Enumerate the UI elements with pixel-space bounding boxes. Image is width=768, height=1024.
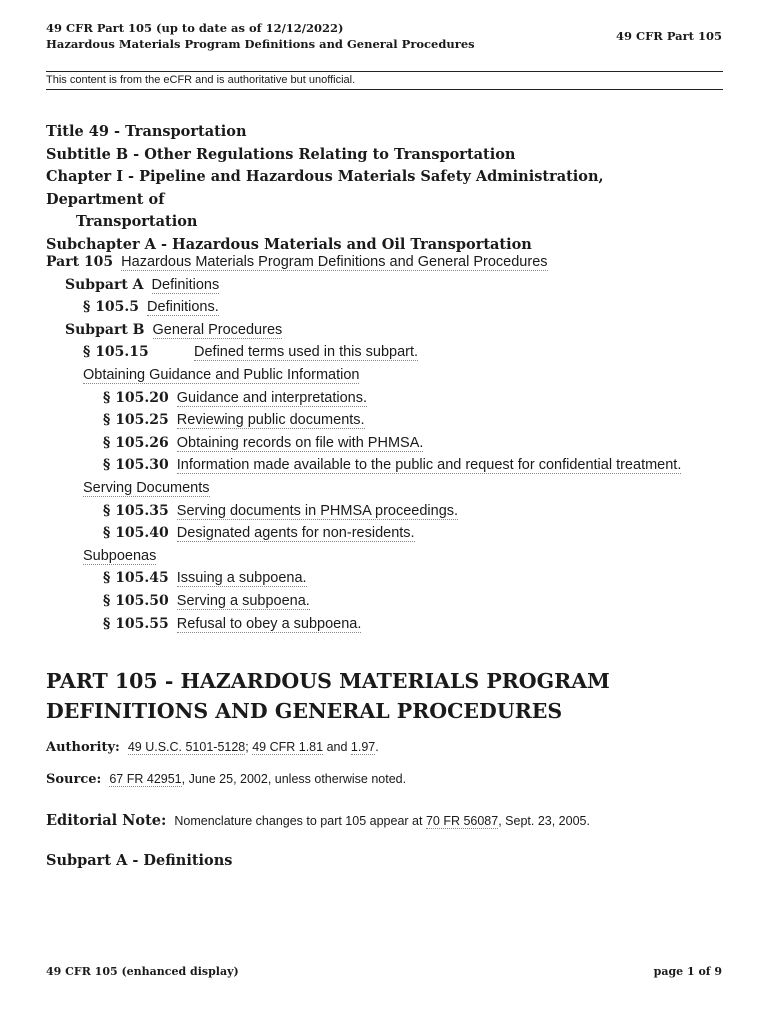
footer-page-number: page 1 of 9 xyxy=(653,965,722,978)
toc-section-row xyxy=(46,341,736,364)
editorial-note-line xyxy=(46,812,590,829)
toc-part-link[interactable]: Hazardous Materials Program Definitions and General Procedures xyxy=(121,254,548,270)
toc-section-row xyxy=(46,500,736,523)
ecfr-notice: This content is from the eCFR and is authoritative but unofficial. xyxy=(46,74,356,86)
toc-part-row xyxy=(46,251,736,274)
toc-section-link[interactable]: Refusal to obey a subpoena. xyxy=(176,615,362,632)
source-link[interactable]: 67 FR 42951 xyxy=(109,772,182,786)
toc-group-row xyxy=(46,545,736,568)
toc-subpart-b-link[interactable]: General Procedures xyxy=(152,321,283,338)
hierarchy-subchapter: Subchapter A - Hazardous Materials and Oil Transportation xyxy=(46,235,532,253)
hierarchy-subtitle: Subtitle B - Other Regulations Relating to Transportation xyxy=(46,145,516,163)
authority-label: Authority: xyxy=(46,740,120,755)
toc-section-link[interactable]: Guidance and interpretations. xyxy=(176,389,368,406)
toc-section-label: § 105.20 xyxy=(103,389,169,406)
toc-section-link[interactable]: Obtaining records on file with PHMSA. xyxy=(176,434,424,451)
toc-section-row xyxy=(46,432,736,455)
toc-section-link[interactable]: Designated agents for non-residents. xyxy=(176,525,415,542)
hierarchy-chapter-cont: Transportation xyxy=(76,213,198,230)
toc-section-label: § 105.25 xyxy=(103,412,169,429)
editorial-pre: Nomenclature changes to part 105 appear at xyxy=(174,814,426,828)
toc-group-link[interactable]: Serving Documents xyxy=(83,479,210,496)
authority-sep: ; xyxy=(245,740,253,754)
toc-section-label: § 105.45 xyxy=(103,570,169,587)
source-rest: , June 25, 2002, unless otherwise noted. xyxy=(181,772,407,786)
toc-section-link[interactable]: Serving a subpoena. xyxy=(176,592,310,609)
toc-section-label: § 105.55 xyxy=(103,615,169,632)
toc-section-link[interactable]: Information made available to the public and request for confidential treatment. xyxy=(176,457,682,474)
editorial-post: , Sept. 23, 2005. xyxy=(498,814,590,828)
toc-section-row xyxy=(46,387,736,410)
toc-section-label: § 105.26 xyxy=(103,434,169,451)
header-rule-bottom xyxy=(46,89,723,90)
authority-link-cfr[interactable]: 49 CFR 1.81 xyxy=(252,740,324,754)
toc-section-row xyxy=(46,296,736,319)
toc-section-label: § 105.30 xyxy=(103,457,169,474)
toc-section-link[interactable]: Issuing a subpoena. xyxy=(176,570,307,587)
header-doc-line: 49 CFR Part 105 (up to date as of 12/12/2022) xyxy=(46,21,344,35)
toc-section-label: § 105.35 xyxy=(103,502,169,519)
source-label: Source: xyxy=(46,772,102,787)
hierarchy-block xyxy=(46,121,686,256)
table-of-contents xyxy=(46,251,736,635)
toc-section-row xyxy=(46,590,736,613)
page-header xyxy=(46,20,475,52)
toc-section-row xyxy=(46,567,736,590)
toc-group-link[interactable]: Subpoenas xyxy=(83,547,157,564)
toc-section-row xyxy=(46,454,736,477)
authority-link-197[interactable]: 1.97 xyxy=(350,740,376,754)
toc-subpart-a-row xyxy=(46,274,736,297)
toc-section-row xyxy=(46,409,736,432)
toc-group-row xyxy=(46,364,736,387)
authority-end: . xyxy=(375,740,379,754)
toc-subpart-a-label: Subpart A xyxy=(65,276,144,293)
toc-section-row xyxy=(46,613,736,636)
authority-line xyxy=(46,739,379,755)
toc-part-label: Part 105 xyxy=(46,254,114,270)
toc-group-row xyxy=(46,477,736,500)
source-line xyxy=(46,771,406,787)
toc-subpart-a-link[interactable]: Definitions xyxy=(151,276,220,293)
header-rule-top xyxy=(46,71,723,72)
toc-section-link[interactable]: Serving documents in PHMSA proceedings. xyxy=(176,502,459,519)
toc-section-link[interactable]: Defined terms used in this subpart. xyxy=(194,344,419,361)
hierarchy-chapter: Chapter I - Pipeline and Hazardous Materials Safety Administration, Department of xyxy=(46,168,604,208)
toc-section-label: § 105.5 xyxy=(83,299,140,316)
toc-group-link[interactable]: Obtaining Guidance and Public Information xyxy=(83,366,360,383)
header-title-line: Hazardous Materials Program Definitions and General Procedures xyxy=(46,37,475,51)
authority-link-usc[interactable]: 49 U.S.C. 5101-5128 xyxy=(127,740,246,754)
toc-subpart-b-row xyxy=(46,319,736,342)
hierarchy-title: Title 49 - Transportation xyxy=(46,123,247,140)
authority-and: and xyxy=(323,740,351,754)
toc-subpart-b-label: Subpart B xyxy=(65,321,145,338)
editorial-link[interactable]: 70 FR 56087 xyxy=(425,814,499,828)
toc-section-label: § 105.50 xyxy=(103,592,169,609)
toc-section-label: § 105.40 xyxy=(103,525,169,542)
toc-section-link[interactable]: Reviewing public documents. xyxy=(176,412,365,429)
subpart-heading: Subpart A - Definitions xyxy=(46,852,233,869)
toc-section-row xyxy=(46,522,736,545)
header-part-ref: 49 CFR Part 105 xyxy=(615,29,722,43)
toc-section-link[interactable]: Definitions. xyxy=(147,299,219,316)
editorial-label: Editorial Note: xyxy=(46,812,167,829)
part-heading: PART 105 - HAZARDOUS MATERIALS PROGRAM DEFINITIONS AND GENERAL PROCEDURES xyxy=(46,669,610,723)
footer-doc-name: 49 CFR 105 (enhanced display) xyxy=(46,965,239,978)
toc-section-label: § 105.15 xyxy=(83,344,149,361)
